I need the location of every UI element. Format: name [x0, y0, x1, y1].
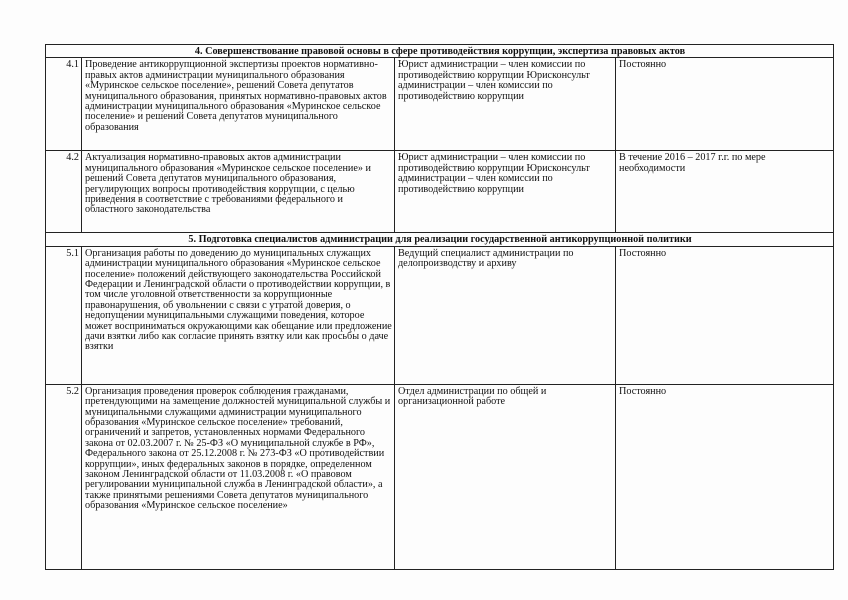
responsible-cell: Отдел администрации по общей и организационной работе	[395, 384, 616, 569]
activity-cell: Проведение антикоррупционной экспертизы проектов нормативно-правых актов администрации муниципального образования «Муринское сельское поселение», решений Совета депутатов муниципального образования, принятых нормативно-правовых актов администрации муниципального образования «Муринское сельское поселение» и решений Совета депутатов муниципального образования	[82, 58, 395, 151]
row-number: 4.2	[46, 151, 82, 233]
table-row	[46, 58, 834, 151]
responsible-cell: Юрист администрации – член комиссии по противодействию коррупции Юрисконсульт администрации – член комиссии по противодействию коррупции	[395, 151, 616, 233]
responsible-cell: Ведущий специалист администрации по делопроизводству и архиву	[395, 246, 616, 384]
table-row	[46, 384, 834, 569]
deadline-cell: Постоянно	[616, 384, 834, 569]
row-number: 4.1	[46, 58, 82, 151]
section-header-row	[46, 233, 834, 246]
deadline-cell: В течение 2016 – 2017 г.г. по мере необходимости	[616, 151, 834, 233]
table-row	[46, 151, 834, 233]
anticorruption-plan-table	[45, 44, 834, 570]
section-header-row	[46, 45, 834, 58]
activity-cell: Актуализация нормативно-правовых актов администрации муниципального образования «Муринское сельское поселение» и решений Совета депутатов муниципального образования, регулирующих вопросы противодействия коррупции, с целью приведения в соответствие с требованиями федерального и областного законодательства	[82, 151, 395, 233]
activity-cell: Организация работы по доведению до муниципальных служащих администрации муниципального образования «Муринское сельское поселение» положений действующего законодательства Российской Федерации и Ленинградской области о противодействии коррупции, в том числе уголовной ответственности за коррупционные правонарушения, об увольнении с связи с утратой доверия, о недопущении муниципальными служащими поведения, которое может восприниматься окружающими как обещание или предложение дачи взятки либо как согласие принять взятку или как просьбы о даче взятки	[82, 246, 395, 384]
row-number: 5.1	[46, 246, 82, 384]
row-number: 5.2	[46, 384, 82, 569]
section-title: 4. Совершенствование правовой основы в сфере противодействия коррупции, экспертиза правовых актов	[46, 45, 834, 58]
section-title: 5. Подготовка специалистов администрации для реализации государственной антикоррупционной политики	[46, 233, 834, 246]
responsible-cell: Юрист администрации – член комиссии по противодействию коррупции Юрисконсульт администрации – член комиссии по противодействию коррупции	[395, 58, 616, 151]
deadline-cell: Постоянно	[616, 58, 834, 151]
table-row	[46, 246, 834, 384]
deadline-cell: Постоянно	[616, 246, 834, 384]
activity-cell: Организация проведения проверок соблюдения гражданами, претендующими на замещение должностей муниципальной службы и муниципальными служащими администрации муниципального образования «Муринское сельское поселение» требований, ограничений и запретов, установленных нормами Федерального закона от 02.03.2007 г. № 25-ФЗ «О муниципальной службе в РФ», Федерального закона от 25.12.2008 г. № 273-ФЗ «О противодействии коррупции», иных федеральных законов в порядке, определенном законом Ленинградской области от 11.03.2008 г. «О правовом регулировании муниципальной служба в Ленинградской области», а также принятыми решениями Совета депутатов муниципального образования «Муринское сельское поселение»	[82, 384, 395, 569]
